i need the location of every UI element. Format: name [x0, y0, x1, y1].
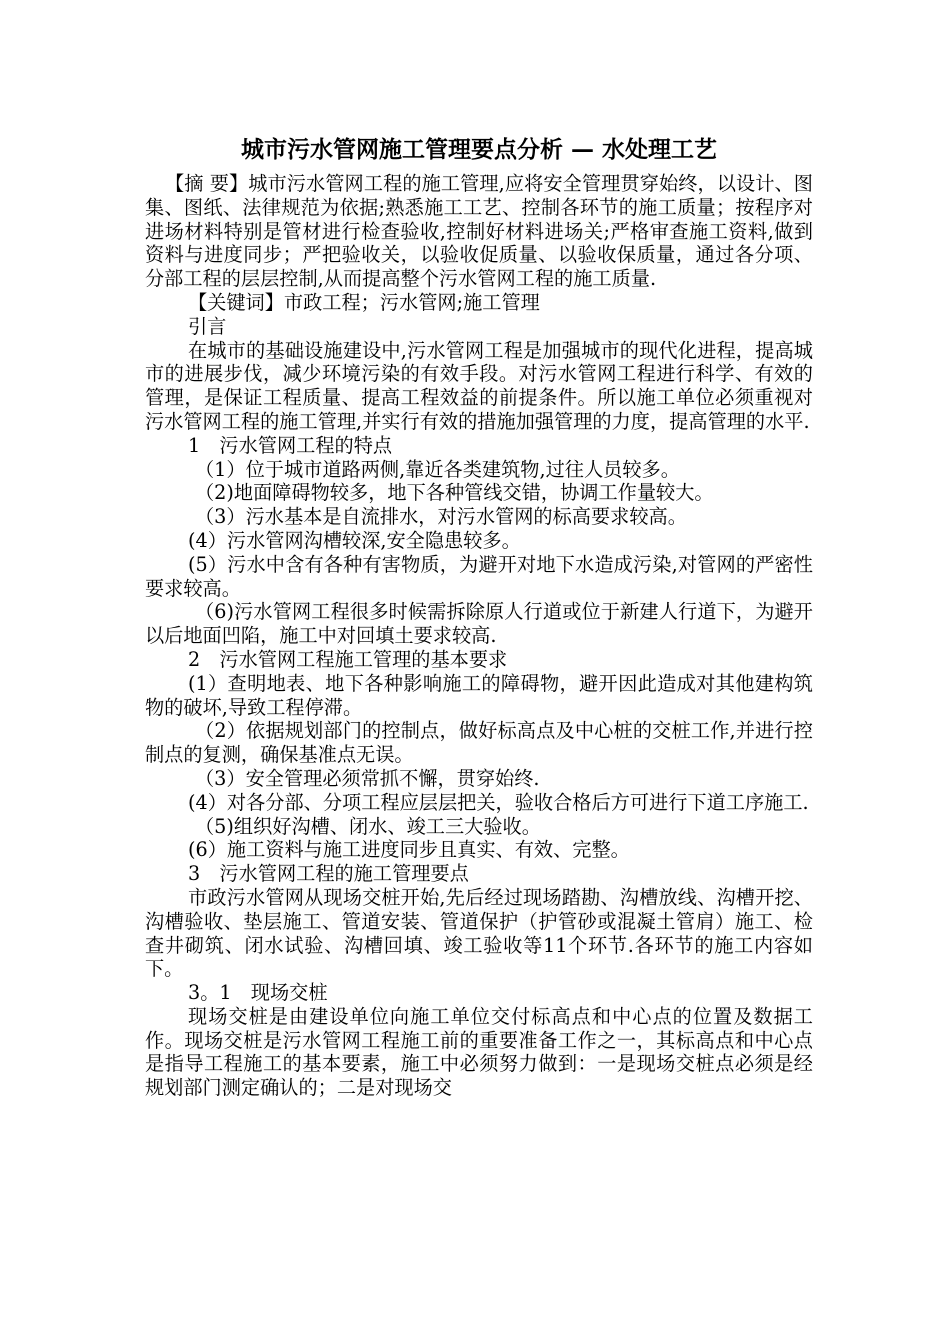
list-item: (4）对各分部、分项工程应层层把关，验收合格后方可进行下道工序施工. — [188, 790, 809, 814]
body-paragraph: 现场交桩是由建设单位向施工单位交付标高点和中心点的位置及数据工作。现场交桩是污水管网工程施工前的重要准备工作之一，其标高点和中心点是指导工程施工的基本要素，施工中必须努力做到：一是现场交桩点必须是经规划部门测定确认的；二是对现场交 — [145, 1004, 813, 1100]
list-item: (4）污水管网沟槽较深,安全隐患较多。 — [188, 528, 521, 552]
list-item: （3）安全管理必须常抓不懈，贯穿始终. — [195, 766, 540, 790]
document-page — [145, 134, 813, 1100]
list-item: （5)组织好沟槽、闭水、竣工三大验收。 — [195, 814, 541, 838]
list-item: （2)地面障碍物较多，地下各种管线交错，协调工作量较大。 — [195, 481, 714, 505]
list-item: (1）查明地表、地下各种影响施工的障碍物，避开因此造成对其他建构筑物的破坏,导致工程停滞。 — [145, 671, 813, 719]
section-heading: 3 污水管网工程的施工管理要点 — [188, 862, 469, 886]
list-item: （2）依据规划部门的控制点，做好标高点及中心桩的交桩工作,并进行控制点的复测，确保基准点无误。 — [145, 719, 813, 767]
page-title: 城市污水管网施工管理要点分析 — 水处理工艺 — [240, 136, 717, 163]
body-paragraph: 在城市的基础设施建设中,污水管网工程是加强城市的现代化进程，提高城市的进展步伐，减少环境污染的有效手段。对污水管网工程进行科学、有效的管理，是保证工程质量、提高工程效益的前提条件。所以施工单位必须重视对污水管网工程的施工管理,并实行有效的措施加强管理的力度，提高管理的水平. — [145, 338, 813, 433]
list-item: (6）施工资料与施工进度同步且真实、有效、完整。 — [188, 838, 630, 862]
subsection-heading: 3。1 现场交桩 — [188, 981, 328, 1005]
list-item: （6)污水管网工程很多时候需拆除原人行道或位于新建人行道下，为避开以后地面凹陷，施工中对回填土要求较高. — [145, 600, 813, 648]
list-item: (5）污水中含有各种有害物质，为避开对地下水造成污染,对管网的严密性要求较高。 — [145, 552, 813, 600]
list-item: （1）位于城市道路两侧,靠近各类建筑物,过往人员较多。 — [195, 457, 680, 481]
keywords-paragraph: 【关键词】市政工程；污水管网;施工管理 — [188, 290, 540, 314]
list-item: （3）污水基本是自流排水，对污水管网的标高要求较高。 — [195, 505, 687, 529]
abstract-paragraph: 【摘 要】城市污水管网工程的施工管理,应将安全管理贯穿始终，以设计、图集、图纸、法律规范为依据;熟悉施工工艺、控制各环节的施工质量；按程序对进场材料特别是管材进行检查验收,控制好材料进场关;严格审查施工资料,做到资料与进度同步；严把验收关，以验收促质量、以验收保质量，通过各分项、分部工程的层层控制,从而提高整个污水管网工程的施工质量. — [145, 172, 813, 291]
section-heading: 1 污水管网工程的特点 — [188, 433, 393, 457]
section-heading: 2 污水管网工程施工管理的基本要求 — [188, 647, 508, 671]
heading-introduction: 引言 — [188, 314, 227, 338]
body-paragraph: 市政污水管网从现场交桩开始,先后经过现场踏勘、沟槽放线、沟槽开挖、沟槽验收、垫层施工、管道安装、管道保护（护管砂或混凝土管肩）施工、检查井砌筑、闭水试验、沟槽回填、竣工验收等11个环节.各环节的施工内容如下。 — [145, 885, 813, 981]
